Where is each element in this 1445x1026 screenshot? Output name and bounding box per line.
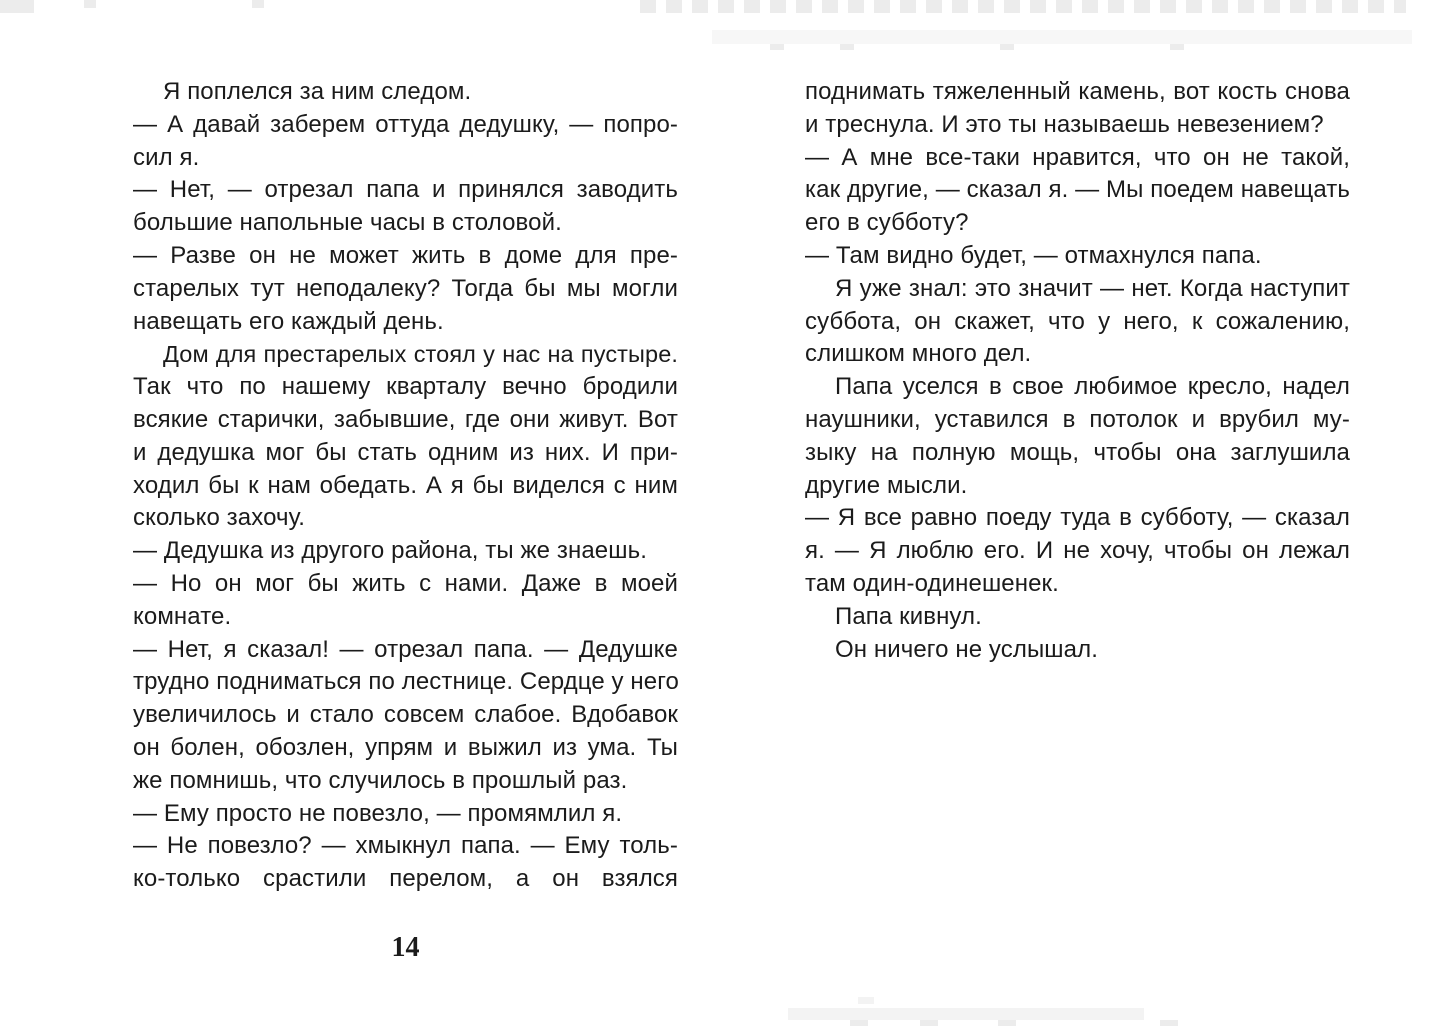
- text-line: поднимать тяжеленный камень, вот кость снова: [805, 78, 1350, 105]
- text-line: и дедушка мог бы стать одним из них. И при-: [133, 438, 678, 466]
- scan-artifact-corner: [0, 0, 34, 13]
- text-line: наушники, уставился в потолок и врубил му-: [805, 405, 1350, 433]
- scan-artifact-tick: [1170, 44, 1184, 50]
- text-line: трудно подниматься по лестнице. Сердце у него: [133, 668, 679, 696]
- scan-artifact-tick: [920, 1020, 938, 1026]
- scan-artifact-top-band: [712, 30, 1412, 44]
- scan-artifact-tick: [840, 44, 854, 50]
- text-line: ходил бы к нам обедать. А я бы виделся с ним: [133, 471, 678, 499]
- scan-artifact-bottom-band: [788, 1008, 1144, 1020]
- text-line: я. — Я люблю его. И не хочу, чтобы он лежал: [805, 537, 1350, 565]
- text-line: — Нет, я сказал! — отрезал папа. — Дедушке: [133, 635, 678, 663]
- text-line: — Не повезло? — хмыкнул папа. — Ему толь-: [133, 832, 678, 860]
- text-line: Дом для престарелых стоял у нас на пустыре.: [163, 341, 678, 368]
- text-line: — А давай заберем оттуда дедушку, — попро-: [133, 110, 678, 138]
- page-number: 14: [391, 932, 420, 963]
- scan-artifact-corner: [84, 0, 96, 8]
- text-line: большие напольные часы в столовой.: [133, 209, 562, 237]
- scan-artifact-tick: [770, 44, 784, 50]
- text-line: — Там видно будет, — отмахнулся папа.: [805, 241, 1262, 269]
- right-text-column: [805, 76, 1350, 666]
- text-line: — А мне все-таки нравится, что он не такой,: [805, 143, 1350, 171]
- text-line: — Нет, — отрезал папа и принялся заводить: [133, 176, 678, 204]
- text-line: старелых тут неподалеку? Тогда бы мы могли: [133, 274, 678, 302]
- text-line: — Но он мог бы жить с нами. Даже в моей: [133, 569, 678, 597]
- text-line: — Ему просто не повезло, — промямлил я.: [133, 799, 623, 827]
- left-text-column: [133, 76, 678, 896]
- text-line: сил я.: [133, 143, 200, 171]
- text-line: Он ничего не услышал.: [835, 635, 1098, 663]
- scan-artifact-tick: [1160, 1020, 1178, 1026]
- scan-artifact-tick: [1000, 44, 1014, 50]
- text-line: увеличилось и стало совсем слабое. Вдобавок: [133, 701, 678, 729]
- text-line: — Дедушка из другого района, ты же знаешь.: [133, 537, 647, 565]
- text-line: ко-только срастили перелом, а он взялся: [133, 865, 678, 893]
- text-line: Папа кивнул.: [835, 602, 982, 630]
- text-line: Я уже знал: это значит — нет. Когда наступит: [835, 274, 1350, 302]
- text-line: как другие, — сказал я. — Мы поедем навещать: [805, 176, 1350, 204]
- text-line: он болен, обозлен, упрям и выжил из ума. Ты: [133, 733, 678, 761]
- text-line: комнате.: [133, 602, 232, 630]
- text-line: там один-одинешенек.: [805, 569, 1059, 597]
- text-line: его в субботу?: [805, 209, 969, 237]
- text-line: — Я все равно поеду туда в субботу, — сказал: [805, 504, 1350, 532]
- text-line: слишком много дел.: [805, 340, 1032, 368]
- text-line: всякие старички, забывшие, где они живут. Вот: [133, 405, 678, 433]
- text-line: Я поплелся за ним следом.: [163, 78, 472, 105]
- text-line: и треснула. И это ты называешь невезением?: [805, 110, 1324, 138]
- text-line: Папа уселся в свое любимое кресло, надел: [835, 373, 1350, 401]
- scan-artifact-tick: [850, 1020, 868, 1026]
- text-line: Так что по нашему кварталу вечно бродили: [133, 373, 678, 401]
- scan-artifact-corner: [252, 0, 264, 8]
- scan-artifact-bottom-dot: [858, 997, 874, 1004]
- text-line: навещать его каждый день.: [133, 307, 444, 335]
- text-line: другие мысли.: [805, 471, 968, 499]
- text-line: же помнишь, что случилось в прошлый раз.: [133, 766, 628, 794]
- scan-artifact-tick: [998, 1020, 1016, 1026]
- scan-artifact-top-dashes: [640, 0, 1406, 13]
- text-line: зыку на полную мощь, чтобы она заглушила: [805, 438, 1350, 466]
- text-line: сколько захочу.: [133, 504, 306, 532]
- text-line: — Разве он не может жить в доме для пре-: [133, 241, 678, 269]
- text-line: суббота, он скажет, что у него, к сожалению,: [805, 307, 1350, 335]
